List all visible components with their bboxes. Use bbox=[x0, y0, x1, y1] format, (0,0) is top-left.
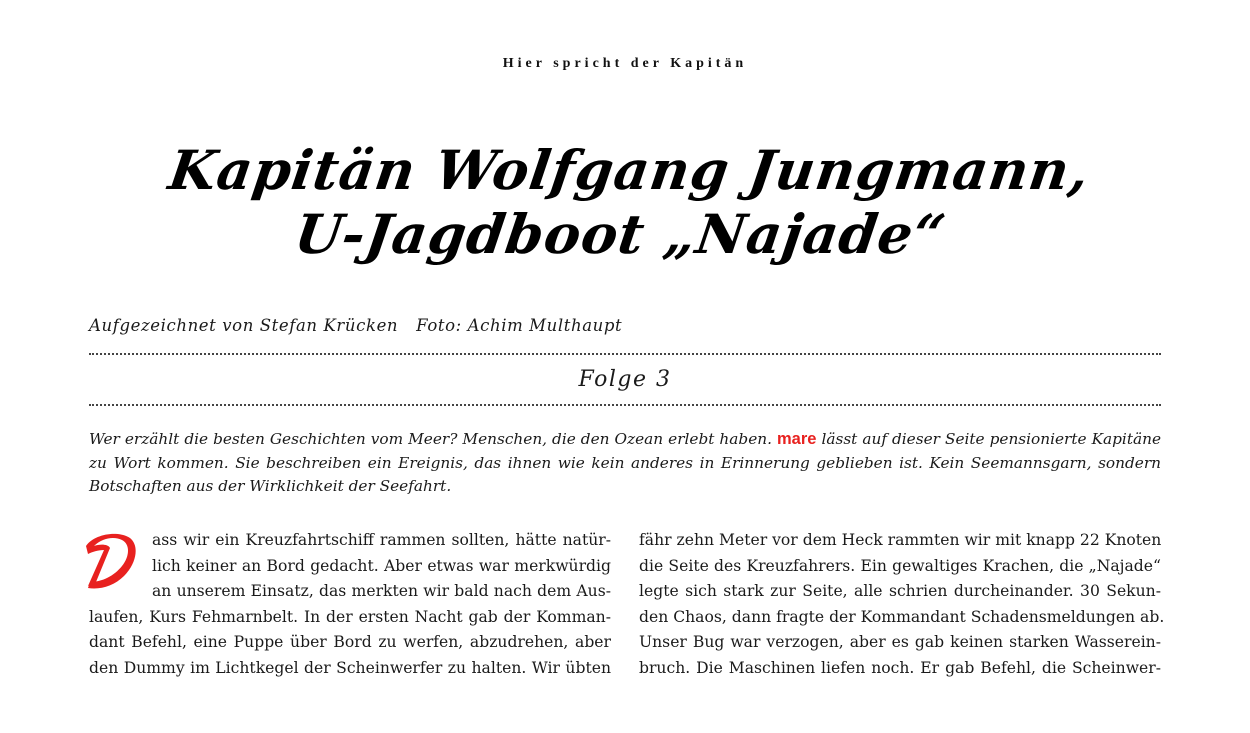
body-line: Unser Bug war verzogen, aber es gab keinen starken Wasserein- bbox=[639, 633, 1161, 652]
article-column-left bbox=[89, 528, 611, 682]
headline-line-2: U-Jagdboot „Najade“ bbox=[290, 202, 951, 266]
body-line: laufen, Kurs Fehmarnbelt. In der ersten Nacht gab der Komman- bbox=[89, 607, 611, 626]
dotted-divider-bottom bbox=[89, 404, 1161, 406]
body-line: bruch. Die Maschinen liefen noch. Er gab Befehl, die Scheinwer- bbox=[639, 658, 1161, 677]
body-line: lich keiner an Bord gedacht. Aber etwas war merkwürdig bbox=[152, 556, 611, 575]
body-line: den Dummy im Lichtkegel der Scheinwerfer zu halten. Wir übten bbox=[89, 658, 611, 677]
article-column-right bbox=[639, 528, 1165, 682]
intro-text-1: Wer erzählt die besten Geschichten vom Meer? Menschen, die den Ozean erlebt haben. bbox=[89, 430, 777, 448]
body-line: die Seite des Kreuzfahrers. Ein gewaltiges Krachen, die „Najade“ bbox=[639, 556, 1161, 575]
brand-mare: mare bbox=[777, 430, 817, 448]
byline bbox=[89, 316, 622, 335]
body-line: dant Befehl, eine Puppe über Bord zu werfen, abzudrehen, aber bbox=[89, 633, 611, 652]
intro-text-2: lässt auf dieser Seite pensionierte Kapitäne zu Wort kommen. Sie beschreiben ein Ereignis, das ihnen wie kein anderes in Erinnerung geblieben ist. Kein Seemannsgarn, sondern Botschaften aus der Wirklichkeit der Seefahrt. bbox=[89, 430, 1161, 495]
intro-paragraph bbox=[89, 428, 1161, 499]
body-line: ass wir ein Kreuzfahrtschiff rammen sollten, hätte natür- bbox=[152, 531, 611, 549]
byline-author: Aufgezeichnet von Stefan Krücken bbox=[89, 316, 399, 335]
section-kicker: Hier spricht der Kapitän bbox=[502, 56, 748, 71]
dotted-divider-top bbox=[89, 353, 1161, 355]
body-line: legte sich stark zur Seite, alle schrien durcheinander. 30 Sekun- bbox=[639, 582, 1161, 601]
article-headline bbox=[0, 138, 1250, 266]
body-line: fähr zehn Meter vor dem Heck rammten wir mit knapp 22 Knoten bbox=[639, 531, 1162, 549]
episode-label: Folge 3 bbox=[578, 367, 672, 392]
body-line: den Chaos, dann fragte der Kommandant Schadensmeldungen ab. bbox=[639, 607, 1165, 626]
body-line: an unserem Einsatz, das merkten wir bald nach dem Aus- bbox=[152, 582, 611, 601]
byline-photo-credit: Foto: Achim Multhaupt bbox=[416, 316, 623, 335]
headline-line-1: Kapitän Wolfgang Jungmann, bbox=[164, 138, 1095, 202]
